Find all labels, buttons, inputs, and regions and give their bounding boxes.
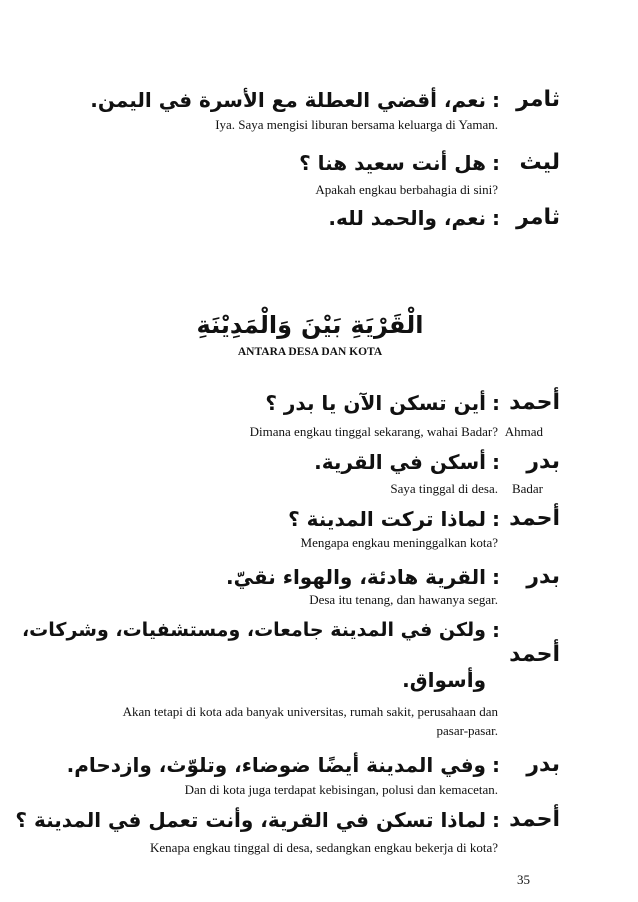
arabic-utterance-line: ولكن في المدينة جامعات، ومستشفيات، وشركات، xyxy=(21,619,486,641)
speaker-name: ثامر xyxy=(516,87,560,112)
lesson-title-word: بَيْنَ xyxy=(301,311,342,339)
speaker-name: ثامر xyxy=(516,205,560,230)
speaker-separator: : xyxy=(492,808,500,832)
speaker-name-latin: Ahmad xyxy=(504,424,543,439)
dialogue-line xyxy=(0,803,638,837)
arabic-utterance: أين تسكن الآن يا بدر ؟ xyxy=(265,391,486,415)
dialogue-line xyxy=(0,201,638,235)
dialogue-line xyxy=(0,83,638,117)
speaker-name: بدر xyxy=(526,564,560,589)
dialogue-line xyxy=(0,146,638,180)
speaker-name-latin: Badar xyxy=(511,481,543,496)
dialogue-line-multiline xyxy=(0,613,638,697)
translation: Apakah engkau berbahagia di sini? xyxy=(315,182,498,197)
arabic-utterance: نعم، أقضي العطلة مع الأسرة في اليمن. xyxy=(90,88,486,112)
speaker-separator: : xyxy=(492,753,500,777)
lesson-title-word: الْقَرْيَةِ xyxy=(350,311,424,339)
speaker-separator: : xyxy=(492,565,500,589)
speaker-name: بدر xyxy=(526,752,560,777)
arabic-utterance: هل أنت سعيد هنا ؟ xyxy=(299,151,486,175)
speaker-name: بدر xyxy=(526,449,560,474)
speaker-name: أحمد xyxy=(509,390,560,415)
speaker-name: أحمد xyxy=(509,807,560,832)
translation: Mengapa engkau meninggalkan kota? xyxy=(300,535,498,550)
dialogue-line xyxy=(0,445,638,479)
lesson-title xyxy=(110,302,510,348)
arabic-utterance: القرية هادئة، والهواء نقيّ. xyxy=(226,565,486,589)
arabic-utterance: لماذا تسكن في القرية، وأنت تعمل في المدينة ؟ xyxy=(15,808,486,832)
translation: Dan di kota juga terdapat kebisingan, polusi dan kemacetan. xyxy=(184,782,498,797)
speaker-separator: : xyxy=(492,206,500,230)
translation-line: Akan tetapi di kota ada banyak universitas, rumah sakit, perusahaan dan xyxy=(122,704,498,719)
arabic-utterance: لماذا تركت المدينة ؟ xyxy=(288,507,486,531)
speaker-separator: : xyxy=(492,88,500,112)
dialogue-line xyxy=(0,502,638,536)
translation: Iya. Saya mengisi liburan bersama keluarga di Yaman. xyxy=(215,117,498,132)
arabic-utterance: وفي المدينة أيضًا ضوضاء، وتلوّث، وازدحام. xyxy=(66,753,486,777)
dialogue-line xyxy=(0,748,638,782)
speaker-separator: : xyxy=(492,450,500,474)
dialogue-line xyxy=(0,386,638,420)
translation-line: pasar-pasar. xyxy=(436,723,498,738)
dialogue-line xyxy=(0,560,638,594)
lesson-title-translation: ANTARA DESA DAN KOTA xyxy=(237,346,383,358)
arabic-utterance-line: وأسواق. xyxy=(402,668,486,692)
speaker-name: أحمد xyxy=(509,642,560,667)
speaker-name: أحمد xyxy=(509,506,560,531)
page-number: 35 xyxy=(517,872,530,887)
translation: Kenapa engkau tinggal di desa, sedangkan engkau bekerja di kota? xyxy=(150,840,498,855)
arabic-utterance: نعم، والحمد لله. xyxy=(328,206,486,230)
speaker-name: ليث xyxy=(519,150,560,175)
translation: Saya tinggal di desa. xyxy=(390,481,498,496)
speaker-separator: : xyxy=(492,618,500,642)
speaker-separator: : xyxy=(492,391,500,415)
speaker-separator: : xyxy=(492,151,500,175)
translation: Desa itu tenang, dan hawanya segar. xyxy=(309,592,498,607)
translation: Dimana engkau tinggal sekarang, wahai Badar? xyxy=(249,424,498,439)
lesson-title-word: وَالْمَدِيْنَةِ xyxy=(196,311,293,339)
arabic-utterance: أسكن في القرية. xyxy=(314,450,486,474)
speaker-separator: : xyxy=(492,507,500,531)
